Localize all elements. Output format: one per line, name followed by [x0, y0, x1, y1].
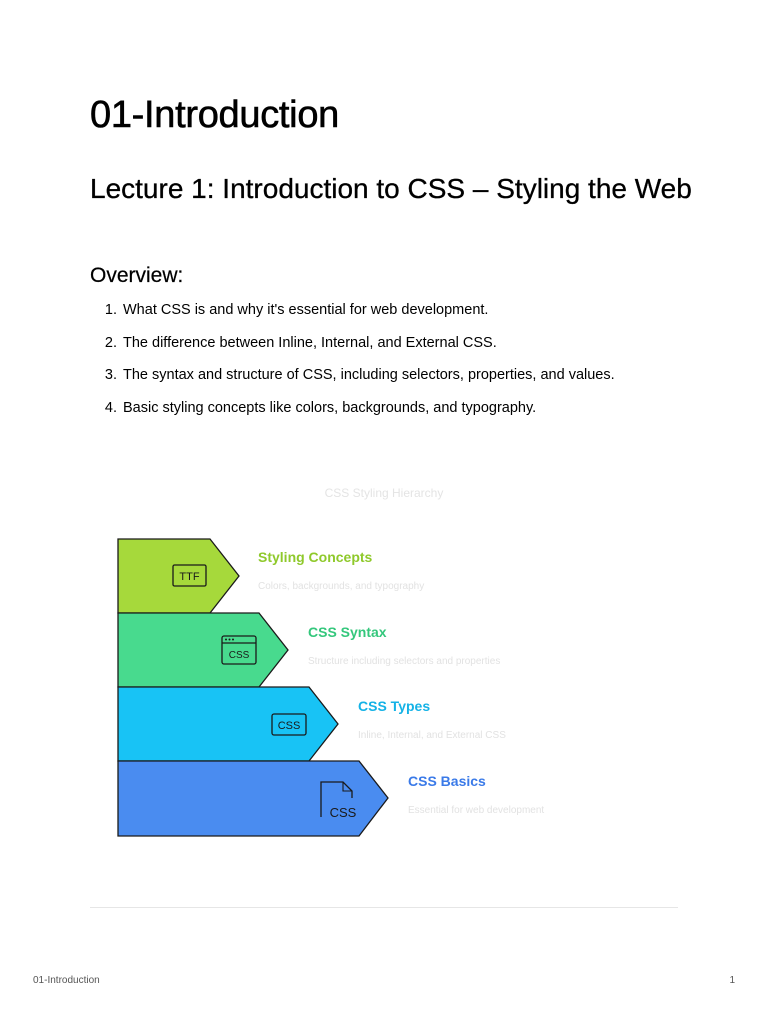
list-item-number: 2. [104, 334, 117, 351]
list-item-text: Basic styling concepts like colors, backgrounds, and typography. [123, 399, 537, 416]
level-description: Colors, backgrounds, and typography [258, 581, 425, 592]
list-item [90, 398, 615, 431]
svg-text:CSS: CSS [277, 720, 301, 732]
list-item-number: 1. [104, 302, 117, 318]
hierarchy-level-css-syntax [118, 613, 500, 687]
page-title: 01-Introduction [90, 94, 339, 136]
footer-divider [90, 907, 678, 908]
level-arrow-shape [118, 613, 288, 687]
level-description: Inline, Internal, and External CSS [358, 730, 506, 741]
level-label: CSS Basics [408, 773, 486, 789]
list-item-text: The difference between Inline, Internal, and External CSS. [123, 334, 497, 351]
diagram-title: CSS Styling Hierarchy [324, 486, 444, 500]
overview-list [90, 300, 615, 430]
level-description: Essential for web development [408, 805, 545, 816]
svg-text:CSS: CSS [228, 650, 250, 661]
lecture-title: Lecture 1: Introduction to CSS – Styling the Web [90, 173, 692, 204]
level-label: CSS Syntax [308, 624, 387, 640]
footer-page-number: 1 [729, 975, 735, 986]
css-hierarchy-diagram [0, 470, 768, 870]
list-item-number: 4. [104, 399, 117, 416]
hierarchy-level-styling-concepts [118, 539, 424, 613]
list-item [90, 300, 615, 333]
list-item [90, 333, 615, 366]
hierarchy-level-css-types [118, 687, 506, 761]
level-label: Styling Concepts [258, 549, 373, 565]
list-item-text: The syntax and structure of CSS, including selectors, properties, and values. [123, 367, 615, 383]
list-item-number: 3. [104, 367, 117, 383]
svg-text:CSS: CSS [329, 805, 357, 820]
list-item [90, 365, 615, 398]
level-arrow-shape [118, 687, 338, 761]
level-description: Structure including selectors and properties [308, 656, 501, 667]
level-arrow-shape [118, 761, 388, 836]
hierarchy-level-css-basics [118, 761, 544, 836]
list-item-text: What CSS is and why it's essential for web development. [123, 302, 489, 318]
svg-text:TTF: TTF [179, 571, 200, 583]
overview-heading: Overview: [90, 264, 184, 287]
level-label: CSS Types [358, 698, 431, 714]
footer-document-title: 01-Introduction [33, 975, 100, 986]
